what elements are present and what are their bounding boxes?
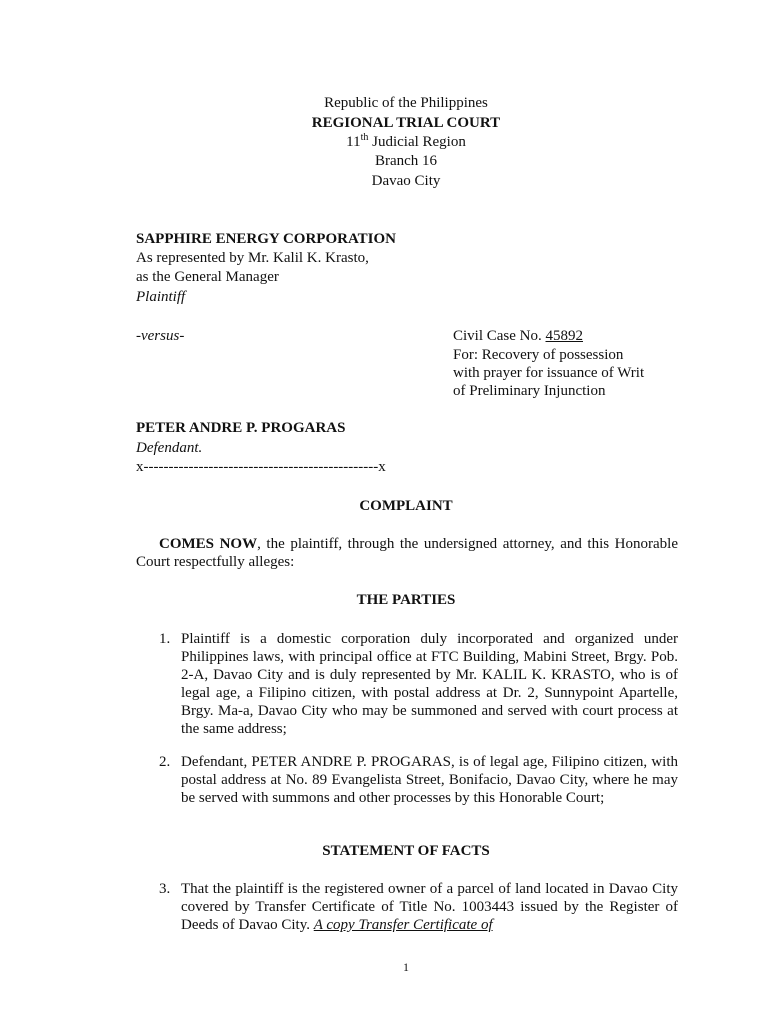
item-3-text	[181, 880, 678, 934]
civil-case-label: Civil Case No.	[453, 328, 546, 344]
versus-label: -versus-	[136, 328, 185, 344]
item-2-number: 2.	[159, 754, 171, 770]
complaint-title: COMPLAINT	[359, 498, 453, 514]
page-number: 1	[403, 960, 409, 974]
civil-case-line	[453, 327, 583, 345]
item-3-emphasis: A copy Transfer Certificate of	[313, 917, 493, 933]
plaintiff-represented: As represented by Mr. Kalil K. Krasto,	[136, 250, 369, 266]
case-nature-line-2: with prayer for issuance of Writ	[453, 365, 645, 381]
item-1-text: Plaintiff is a domestic corporation duly incorporated and organized under Philippines laws, with principal office at FTC Building, Mabini Street, Brgy. Pob. 2-A, Davao City and is duly represented by Mr. KALIL K. KRASTO, who is of legal age, a Filipino citizen, with postal address at Dr. 2, Sunnypoint Apartelle, Brgy. Ma-a, Davao City who may be summoned and served with court process at the same address;	[181, 631, 678, 737]
item-3-number: 3.	[159, 881, 171, 897]
item-2-text: Defendant, PETER ANDRE P. PROGARAS, is of legal age, Filipino citizen, with postal address at No. 89 Evangelista Street, Bonifacio, Davao City, where he may be served with summons and other processes by this Honorable Court;	[181, 754, 678, 806]
republic-line: Republic of the Philippines	[324, 95, 488, 111]
branch-line: Branch 16	[374, 153, 438, 169]
intro-bold: COMES NOW	[159, 536, 258, 552]
item-3-body: That the plaintiff is the registered owner of a parcel of land located in Davao City covered by Transfer Certificate of Title No. 1003443 issued by the Register of Deeds of Davao City.	[181, 881, 678, 933]
city-line: Davao City	[371, 173, 441, 189]
case-nature-line-3: of Preliminary Injunction	[453, 383, 606, 399]
defendant-name: PETER ANDRE P. PROGARAS	[136, 420, 346, 436]
judicial-region	[0, 133, 768, 151]
caption-divider: x-----------------------------------------------x	[136, 459, 386, 475]
parties-heading: THE PARTIES	[356, 592, 456, 608]
intro-text: , the plaintiff, through the undersigned attorney, and this Honorable Court respectfully alleges:	[136, 536, 678, 570]
defendant-role: Defendant.	[136, 440, 203, 456]
region-number: 11	[346, 134, 361, 150]
region-ordinal: th	[360, 132, 369, 143]
case-nature-line-1: For: Recovery of possession	[453, 347, 624, 363]
intro-paragraph	[136, 535, 678, 571]
plaintiff-name: SAPPHIRE ENERGY CORPORATION	[136, 231, 397, 247]
region-text: Judicial Region	[368, 134, 466, 150]
court-name: REGIONAL TRIAL COURT	[311, 115, 501, 131]
civil-case-number: 45892	[545, 328, 583, 344]
plaintiff-position: as the General Manager	[136, 269, 279, 285]
item-1-number: 1.	[159, 631, 171, 647]
plaintiff-role: Plaintiff	[136, 289, 186, 305]
facts-heading: STATEMENT OF FACTS	[322, 843, 490, 859]
